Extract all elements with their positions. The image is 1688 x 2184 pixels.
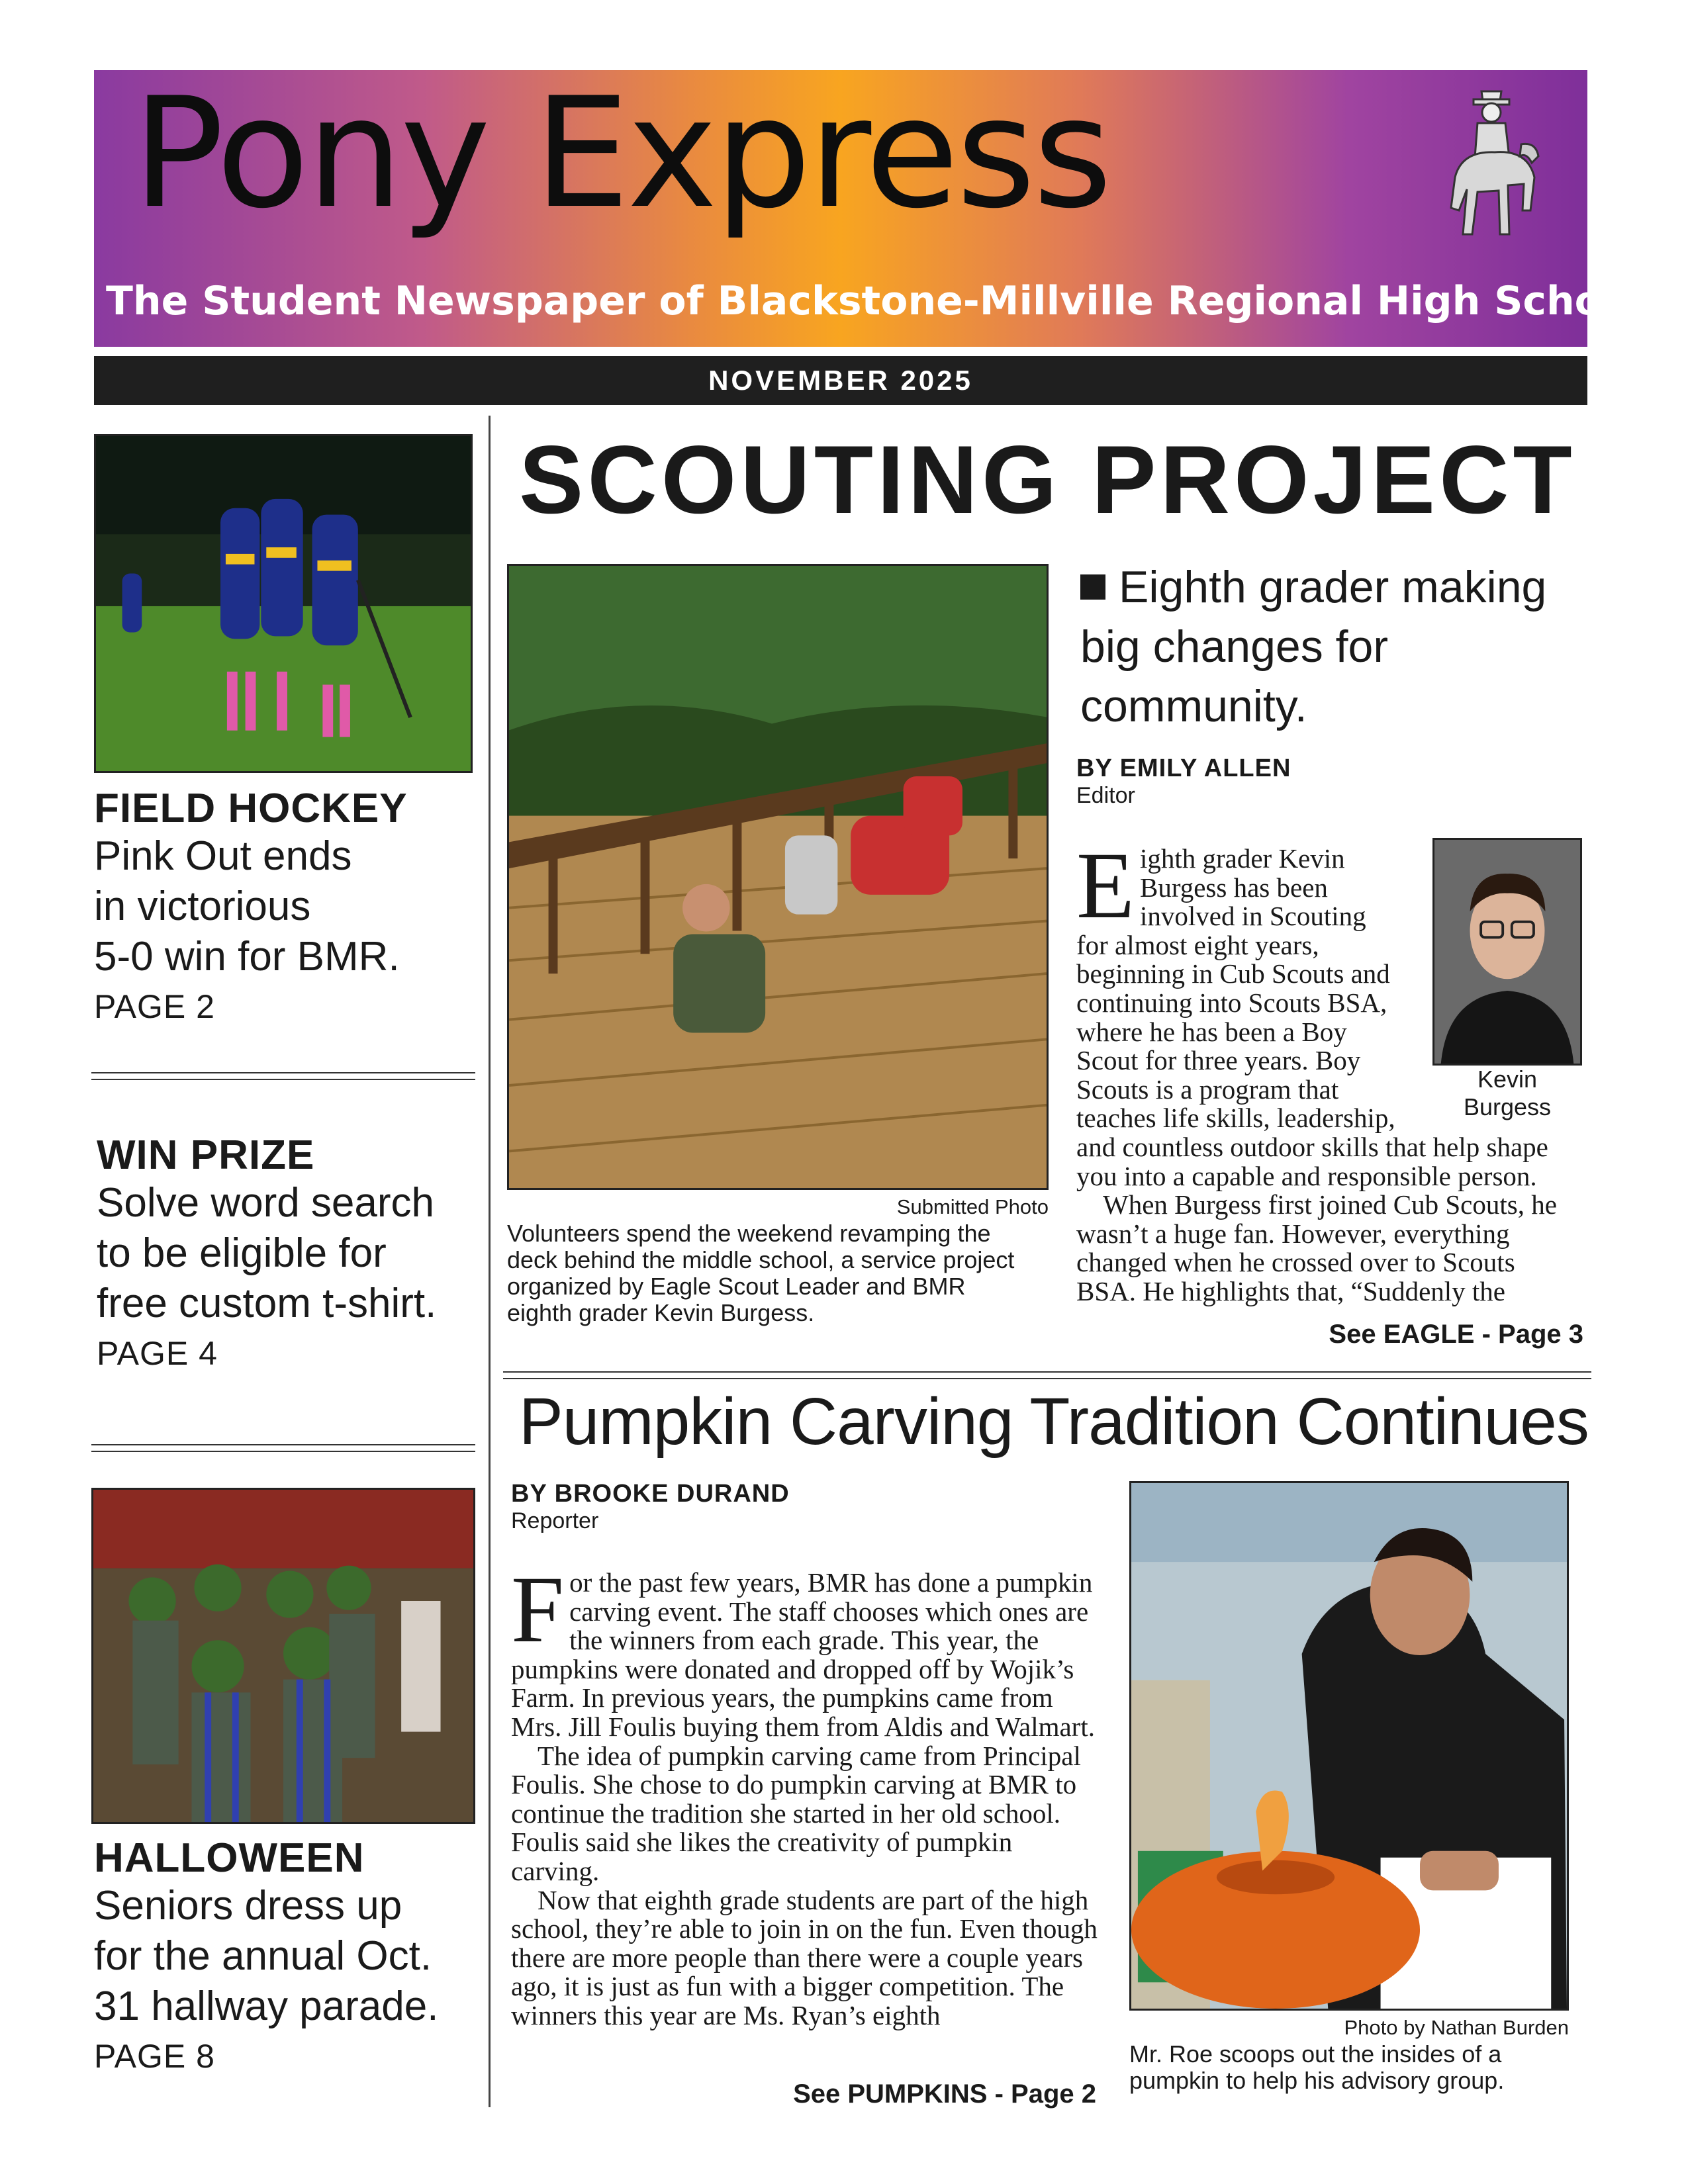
newspaper-subtitle: The Student Newspaper of Blackstone-Millville Regional High School: [106, 278, 1643, 324]
sidebar-teaser-halloween[interactable]: [94, 1836, 485, 2075]
photo-credit: Submitted Photo: [896, 1195, 1049, 1218]
article-paragraph: The idea of pumpkin carving came from Principal Foulis. She chose to do pumpkin carving at BMR to continue the tradition she started in her old school. Foulis said she likes the creativity of pumpkin carving.: [511, 1740, 1081, 1886]
pumpkin-headline: Pumpkin Carving Tradition Continues: [519, 1385, 1589, 1459]
byline-role: Editor: [1076, 783, 1135, 808]
teaser-line: 31 hallway parade.: [94, 1983, 439, 2030]
pumpkin-article-body: [511, 1557, 1099, 2030]
byline: BY EMILY ALLEN: [1076, 754, 1291, 782]
photo-caption: Volunteers spend the weekend revamping the deck behind the middle school, a service project organized by Eagle Scout Leader and BMR eighth grader Kevin Burgess.: [507, 1220, 1015, 1326]
lead-deck: Eighth grader making big changes for community.: [1080, 562, 1547, 731]
sidebar-divider: [91, 1444, 475, 1452]
sidebar-teaser-win-prize[interactable]: [97, 1133, 481, 1373]
teaser-line: Pink Out ends: [94, 833, 352, 880]
teaser-line: Seniors dress up: [94, 1883, 402, 1929]
photo-credit: Photo by Nathan Burden: [1344, 2016, 1569, 2039]
teaser-page-ref: PAGE 4: [97, 1335, 218, 1373]
article-paragraph: or the past few years, BMR has done a pumpkin carving event. The staff chooses which ones are the winners from each grade. This year, the pumpkins were donated and dropped off by Wojik’s Farm. In previous years, the pumpkins came from Mrs. Jill Foulis buying them from Aldis and Walmart.: [511, 1567, 1095, 1742]
deck-project-photo: [507, 564, 1049, 1190]
sidebar-teaser-field-hockey[interactable]: [94, 786, 478, 1026]
article-paragraph: When Burgess first joined Cub Scouts, he wasn’t a huge fan. However, everything changed when he crossed over to Scouts BSA. He highlights that, “Suddenly the: [1076, 1189, 1557, 1306]
column-divider: [489, 416, 491, 2107]
halloween-photo: [91, 1488, 475, 1824]
teaser-heading: HALLOWEEN: [94, 1835, 365, 1881]
photo-caption: Mr. Roe scoops out the insides of a pumpkin to help his advisory group.: [1129, 2040, 1505, 2094]
teaser-heading: WIN PRIZE: [97, 1132, 315, 1178]
pumpkin-byline-block: [511, 1480, 974, 1534]
square-bullet-icon: [1080, 574, 1105, 600]
teaser-line: to be eligible for: [97, 1230, 387, 1277]
byline: BY BROOKE DURAND: [511, 1480, 790, 1508]
pumpkin-carving-photo: [1129, 1481, 1569, 2011]
issue-date: NOVEMBER 2025: [94, 356, 1587, 405]
horse-rider-logo: [1435, 78, 1545, 251]
article-paragraph: Now that eighth grade students are part of the high school, they’re able to join in on the fun. Even though there are more people than there were a couple years ago, it is just as fun with a bigger competition. The winners this year are Ms. Ryan’s eighth: [511, 1884, 1098, 2030]
lead-article-body: [1076, 833, 1581, 1306]
article-paragraph: ighth grader Kevin Burgess has been involved in Scouting for almost eight years, beginning in Cub Scouts and continuing into Scouts BSA, where he has been a Boy Scout for three years. Boy Scouts is a program that teaches life skills, leadership, and countless outdoor skills that help shape you into a capable and responsible person.: [1076, 843, 1548, 1191]
jump-link-eagle[interactable]: See EAGLE - Page 3: [1329, 1320, 1583, 1349]
teaser-page-ref: PAGE 2: [94, 988, 215, 1026]
section-divider: [503, 1371, 1591, 1379]
jump-link-pumpkins[interactable]: See PUMPKINS - Page 2: [793, 2079, 1096, 2109]
teaser-line: Solve word search: [97, 1180, 435, 1226]
portrait-caption-line: Burgess: [1463, 1093, 1552, 1120]
lead-headline: SCOUTING PROJECT: [519, 426, 1576, 533]
teaser-line: in victorious: [94, 884, 311, 930]
field-hockey-photo: [94, 434, 473, 773]
lead-byline-block: [1076, 754, 1407, 809]
teaser-page-ref: PAGE 8: [94, 2038, 215, 2075]
portrait-caption-line: Kevin: [1477, 1066, 1538, 1093]
teaser-line: free custom t-shirt.: [97, 1281, 437, 1327]
drop-cap: E: [1076, 833, 1135, 938]
teaser-line: for the annual Oct.: [94, 1933, 432, 1979]
teaser-heading: FIELD HOCKEY: [94, 786, 408, 831]
teaser-line: 5-0 win for BMR.: [94, 934, 400, 980]
newspaper-title: Pony Express: [132, 66, 1110, 242]
sidebar-divider: [91, 1072, 475, 1080]
byline-role: Reporter: [511, 1508, 599, 1533]
drop-cap: F: [511, 1557, 565, 1662]
